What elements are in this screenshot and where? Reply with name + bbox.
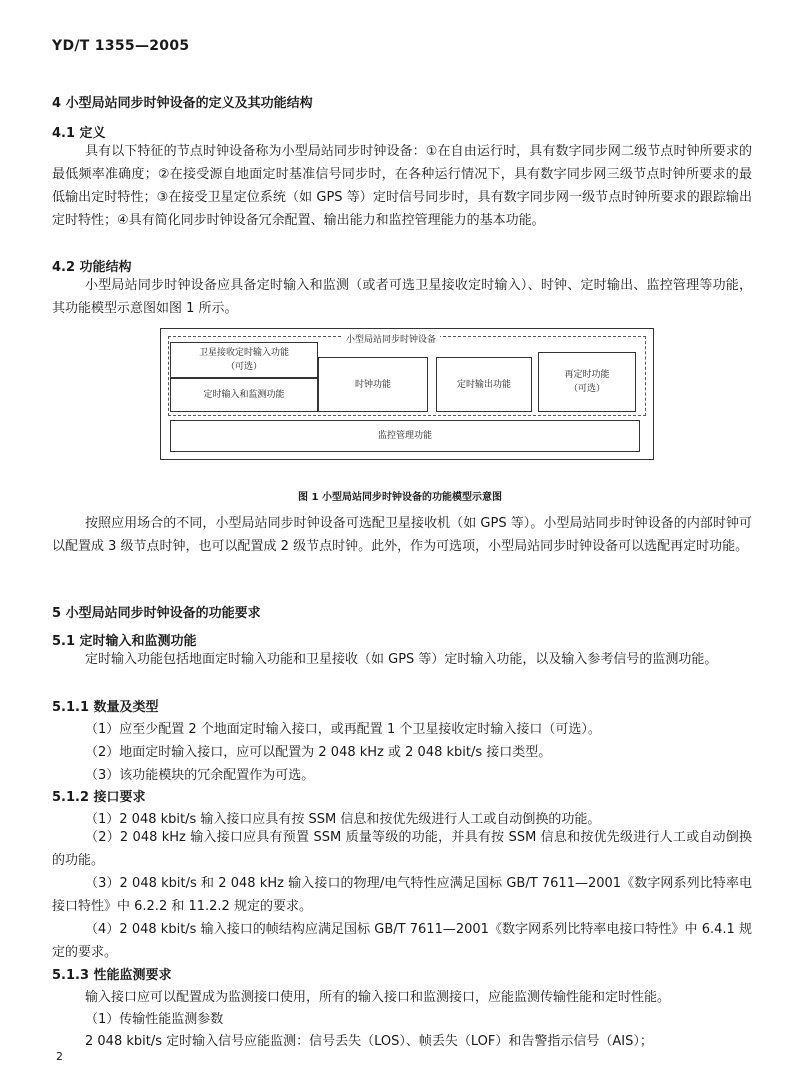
figure-box-timing-input: 定时输入和监测功能	[170, 378, 318, 412]
list-item: （3）该功能模块的冗余配置作为可选。	[85, 768, 315, 783]
section-5-1-3-subitem: （1）传输性能监测参数	[85, 1012, 224, 1027]
section-5-1-3-heading: 5.1.3 性能监测要求	[52, 968, 172, 983]
list-item: （1）应至少配置 2 个地面定时输入接口，或再配置 1 个卫星接收定时输入接口（可选）。	[85, 722, 601, 737]
section-4-2-heading: 4.2 功能结构	[52, 260, 132, 275]
section-4-2-paragraph: 小型局站同步时钟设备应具备定时输入和监测（或者可选卫星接收定时输入）、时钟、定时输出、监控管理等功能，其功能模型示意图如图 1 所示。	[52, 278, 752, 316]
list-item: （1）2 048 kbit/s 输入接口应具有按 SSM 信息和按优先级进行人工或自动倒换的功能。	[85, 812, 601, 827]
figure-box-timing-output: 定时输出功能	[436, 357, 532, 412]
figure-box-satellite-input: 卫星接收定时输入功能 （可选）	[170, 342, 318, 378]
figure-device-label: 小型局站同步时钟设备	[342, 332, 440, 345]
section-4-heading: 4 小型局站同步时钟设备的定义及其功能结构	[52, 96, 313, 111]
section-5-1-3-last-line: 2 048 kbit/s 定时输入信号应能监测：信号丢失（LOS）、帧丢失（LOF）和告警指示信号（AIS）；	[85, 1034, 653, 1049]
section-5-1-heading: 5.1 定时输入和监测功能	[52, 634, 197, 649]
section-5-heading: 5 小型局站同步时钟设备的功能要求	[52, 606, 261, 621]
figure-box-retiming: 再定时功能 （可选）	[538, 352, 636, 412]
figure-box-management: 监控管理功能	[170, 420, 640, 452]
list-item: （4）2 048 kbit/s 输入接口的帧结构应满足国标 GB/T 7611—2001《数字网系列比特率电接口特性》中 6.4.1 规定的要求。	[52, 922, 752, 960]
figure-box-clock: 时钟功能	[318, 357, 428, 412]
section-4-1-paragraph: 具有以下特征的节点时钟设备称为小型局站同步时钟设备：①在自由运行时，具有数字同步网二级节点时钟所要求的最低频率准确度；②在接受源自地面定时基准信号同步时，在各种运行情况下，具有数字同步网三级节点时钟所要求的最低输出定时特性；③在接受卫星定位系统（如 GPS 等）定时信号同步时，具有数字同步网一级节点时钟所要求的跟踪输出定时特性；④具有简化同步时钟设备冗余配置、输出能力和监控管理能力的基本功能。	[52, 144, 752, 228]
section-5-1-2-heading: 5.1.2 接口要求	[52, 790, 146, 805]
list-item: （2）地面定时输入接口，应可以配置为 2 048 kHz 或 2 048 kbit/s 接口类型。	[85, 745, 552, 760]
section-5-1-1-heading: 5.1.1 数量及类型	[52, 700, 159, 715]
after-figure-paragraph: 按照应用场合的不同，小型局站同步时钟设备可选配卫星接收机（如 GPS 等）。小型局站同步时钟设备的内部时钟可以配置成 3 级节点时钟，也可以配置成 2 级节点时钟。此外，作为可选项，小型局站同步时钟设备可以选配再定时功能。	[52, 516, 752, 554]
list-item: （3）2 048 kbit/s 和 2 048 kHz 输入接口的物理/电气特性应满足国标 GB/T 7611—2001《数字网系列比特率电接口特性》中 6.2.2 和 11.2.2 规定的要求。	[52, 876, 752, 914]
section-5-1-paragraph: 定时输入功能包括地面定时输入功能和卫星接收（如 GPS 等）定时输入功能，以及输入参考信号的监测功能。	[85, 652, 718, 667]
list-item: （2）2 048 kHz 输入接口应具有预置 SSM 质量等级的功能，并具有按 SSM 信息和按优先级进行人工或自动倒换的功能。	[52, 830, 752, 868]
page-number: 2	[56, 1050, 63, 1063]
section-5-1-3-paragraph: 输入接口应可以配置成为监测接口使用，所有的输入接口和监测接口，应能监测传输性能和定时性能。	[85, 990, 671, 1005]
section-4-1-heading: 4.1 定义	[52, 126, 106, 141]
figure-1-caption: 图 1 小型局站同步时钟设备的功能模型示意图	[298, 492, 502, 503]
standard-code: YD/T 1355—2005	[52, 38, 190, 54]
